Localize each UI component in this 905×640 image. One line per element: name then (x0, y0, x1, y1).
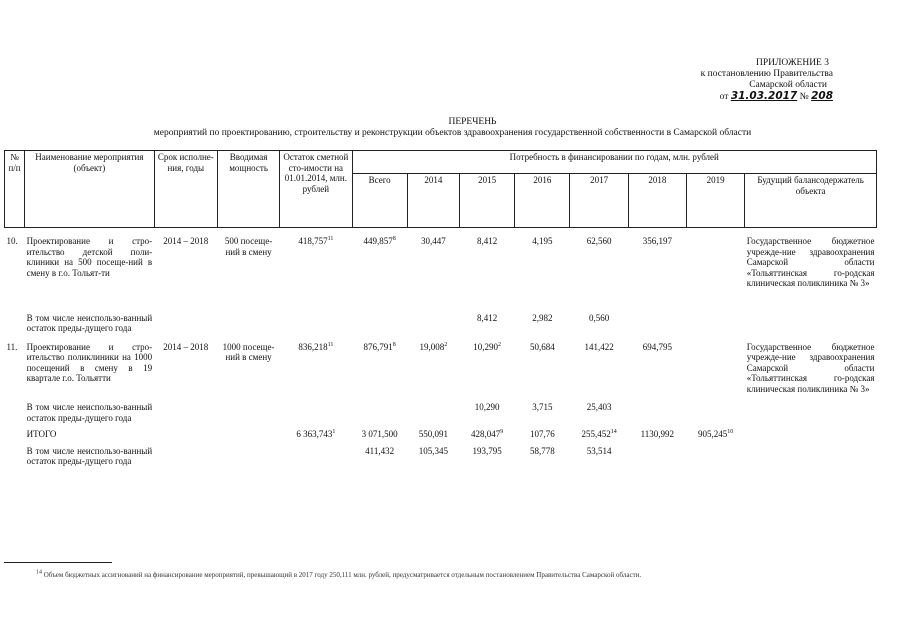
row-capacity: 1000 посеще-ний в смену (222, 341, 275, 362)
row-2014: 19,008$^2$ (419, 341, 448, 352)
row-capacity: 500 посеще-ний в смену (224, 236, 273, 257)
row-num: 11. (6, 341, 18, 352)
row-name: Проектирование и стро-ительство детской поли-клиники на 500 посеще-ний в смену в г.о. Тольят-ти (26, 236, 153, 278)
header-2014: 2014 (407, 174, 459, 228)
table-row (5, 312, 877, 335)
appendix-date-line (613, 91, 833, 103)
footnote (36, 571, 641, 580)
row-num (5, 428, 25, 441)
row-capacity (217, 401, 279, 424)
row-term (154, 312, 217, 335)
footnote-separator (4, 562, 112, 563)
row-2018 (628, 445, 686, 468)
row-2017: 25,403 (586, 402, 612, 412)
table-row (5, 228, 877, 290)
row-2018 (628, 312, 686, 335)
appendix-block (613, 58, 833, 103)
header-2015: 2015 (459, 174, 514, 228)
header-name: Наименование мероприятия (объект) (25, 151, 155, 228)
row-balance: 836,218$^{11}$ (298, 341, 334, 352)
row-2017: 53,514 (586, 445, 612, 456)
row-holder (745, 401, 877, 424)
table-row (5, 341, 877, 396)
row-total (352, 312, 407, 335)
row-balance (280, 445, 352, 468)
row-2019: 905,245$^{10}$ (697, 429, 734, 439)
title-subheading: мероприятий по проектированию, строительству и реконструкции объектов здравоохранения государственной собственности в Самарской области (153, 128, 752, 138)
row-2019 (686, 228, 744, 290)
row-capacity (217, 312, 279, 335)
row-term (154, 401, 217, 424)
header-capacity: Вводимая мощность (217, 151, 279, 228)
header-holder: Будущий балансодержатель объекта (745, 174, 877, 228)
header-2019: 2019 (686, 174, 744, 228)
row-2016: 3,715 (532, 402, 553, 412)
row-term: 2014 – 2018 (163, 236, 209, 246)
row-total: 411,432 (365, 445, 395, 456)
row-total: 449,857$^8$ (363, 236, 396, 246)
row-2015: 8,412 (476, 236, 498, 246)
table-row (5, 445, 877, 468)
header-balance: Остаток сметной сто-имости на 01.01.2014, млн. рублей (280, 151, 352, 228)
row-capacity (217, 428, 279, 441)
row-total: 876,791$^8$ (363, 341, 396, 352)
row-2014: 105,345 (418, 445, 448, 456)
row-holder: Государственное бюджетное учрежде-ние здравоохранения Самарской области «Тольяттинская го-родская клиническая поликлиника № 3» (746, 236, 875, 288)
row-2017: 255,452$^{14}$ (581, 429, 617, 439)
row-2014 (407, 401, 459, 424)
row-capacity (217, 445, 279, 468)
row-2019 (686, 341, 744, 396)
appendix-resolution: к постановлению Правительства (700, 69, 833, 79)
row-num (5, 445, 25, 468)
row-term: 2014 – 2018 (163, 341, 209, 352)
header-need: Потребность в финансировании по годам, млн. рублей (352, 151, 876, 174)
row-2015: 10,290 (474, 402, 500, 412)
row-2019 (686, 445, 744, 468)
footnote-mark: 14 (36, 569, 42, 576)
row-2015: 10,290$^2$ (473, 341, 501, 352)
row-name: В том числе неиспользо-ванный остаток преды-дущего года (26, 445, 153, 466)
row-holder: Государственное бюджетное учрежде-ние здравоохранения Самарской области «Тольяттинская го-родская клиническая поликлиника № 3» (746, 341, 875, 394)
row-2015: 8,412 (476, 312, 498, 323)
row-2016: 4,195 (532, 236, 553, 246)
row-holder (745, 312, 877, 335)
title-heading: ПЕРЕЧЕНЬ (448, 117, 497, 127)
row-2016: 107,76 (529, 429, 555, 439)
row-holder (745, 428, 877, 441)
row-2015: 428,047$^9$ (470, 429, 504, 439)
row-holder (745, 445, 877, 468)
row-balance (280, 401, 352, 424)
row-2018: 356,197 (642, 236, 672, 246)
row-num (5, 312, 25, 335)
document-title (0, 117, 905, 139)
row-2016: 50,684 (529, 341, 555, 352)
row-2018: 1130,992 (640, 429, 675, 439)
row-2014 (407, 312, 459, 335)
row-term (154, 428, 217, 441)
footnote-text: Объем бюджетных ассигнований на финансирование мероприятий, превышающий в 2017 году 250,111 млн. рублей, предусматривается отдельным постановлением Правительства Самарской области. (43, 571, 642, 579)
number-prefix: № (799, 92, 809, 102)
appendix-region: Самарской области (749, 80, 827, 90)
appendix-title: ПРИЛОЖЕНИЕ 3 (755, 58, 829, 68)
row-num (5, 401, 25, 424)
header-num: № п/п (5, 151, 25, 228)
row-2019 (686, 312, 744, 335)
row-2017: 62,560 (586, 236, 612, 246)
header-2016: 2016 (515, 174, 570, 228)
row-name: ИТОГО (26, 429, 57, 439)
row-term (154, 445, 217, 468)
row-2016: 58,778 (529, 445, 555, 456)
row-2019 (686, 401, 744, 424)
row-2014: 30,447 (420, 236, 446, 246)
header-term: Срок исполне-ния, годы (154, 151, 217, 228)
row-name: В том числе неиспользо-ванный остаток преды-дущего года (26, 312, 153, 333)
table-row-total (5, 428, 877, 441)
row-balance: 6 363,743$^1$ (296, 429, 336, 439)
row-2014: 550,091 (418, 429, 448, 439)
date-prefix: от (719, 92, 729, 102)
row-2017: 141,422 (584, 341, 614, 352)
row-total: 3 071,500 (361, 429, 398, 439)
row-balance: 418,757$^{11}$ (298, 236, 334, 246)
row-name: В том числе неиспользо-ванный остаток преды-дущего года (26, 402, 153, 423)
handwritten-number: 208 (811, 90, 833, 102)
header-total: Всего (352, 174, 407, 228)
header-2018: 2018 (628, 174, 686, 228)
header-2017: 2017 (570, 174, 628, 228)
row-2017: 0,560 (588, 312, 610, 323)
row-2016: 2,982 (532, 312, 553, 323)
row-num: 10. (6, 236, 18, 246)
row-2015: 193,795 (472, 445, 502, 456)
row-total (352, 401, 407, 424)
handwritten-date: 31.03.2017 (730, 90, 798, 102)
measures-table (4, 150, 877, 468)
row-2018 (628, 401, 686, 424)
row-balance (280, 312, 352, 335)
row-name: Проектирование и стро-ительство поликлиники на 1000 посещений в смену в 19 квартале г.о. Тольятти (26, 341, 153, 383)
row-2018: 694,795 (642, 341, 672, 352)
table-row (5, 401, 877, 424)
